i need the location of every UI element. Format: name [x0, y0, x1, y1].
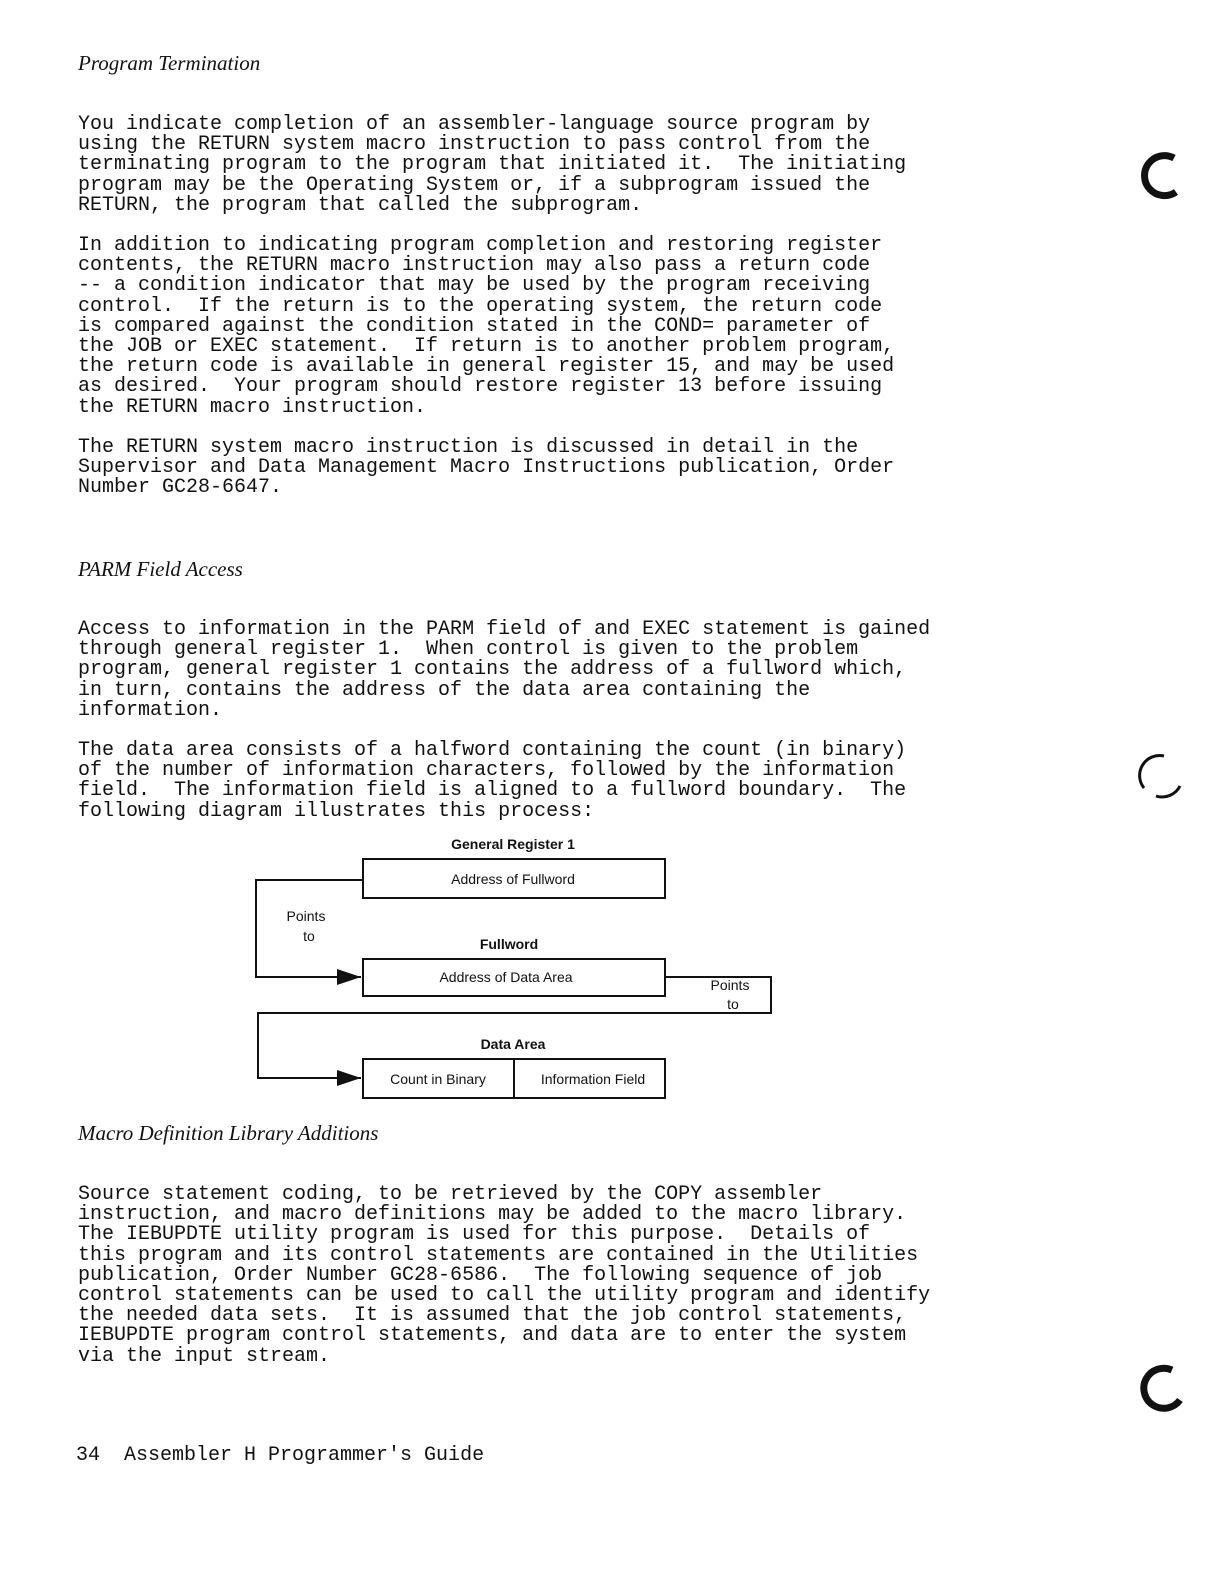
text-line: -- a condition indicator that may be used by the program receiving [78, 274, 871, 298]
parm-diagram [250, 830, 780, 1110]
text-line: The RETURN system macro instruction is discussed in detail in the [78, 436, 859, 459]
text-line: control. If the return is to the operating system, the return code [78, 294, 883, 318]
text-line: In addition to indicating program completion and restoring register [78, 234, 883, 257]
register-box-text: Address of Fullword [451, 871, 575, 887]
punch-hole-icon [1136, 150, 1186, 200]
text-line: field. The information field is aligned to a fullword boundary. The [78, 779, 907, 803]
points-to-label: Points [286, 908, 326, 924]
paragraph [78, 620, 930, 721]
paragraph [78, 236, 894, 418]
paragraph [78, 1185, 930, 1367]
paragraph [78, 115, 906, 216]
page-footer: 34 Assembler H Programmer's Guide [76, 1444, 485, 1467]
text-line: the RETURN macro instruction. [78, 395, 427, 419]
text-line: instruction, and macro definitions may be added to the macro library. [78, 1203, 907, 1227]
paragraph [78, 438, 894, 499]
heading-program-termination: Program Termination [78, 51, 261, 75]
text-line: through general register 1. When control is given to the problem [78, 638, 859, 662]
paragraph [78, 741, 906, 822]
text-line: The data area consists of a halfword containing the count (in binary) [78, 739, 907, 762]
punch-hole-icon [1136, 752, 1186, 802]
fullword-box-text: Address of Data Area [439, 969, 573, 985]
text-line: Supervisor and Data Management Macro Instructions publication, Order [78, 456, 895, 480]
info-box-text: Information Field [540, 1071, 646, 1087]
fullword-label: Fullword [479, 936, 539, 952]
points-to-label: to [727, 996, 739, 1012]
text-line: Number GC28-6647. [78, 476, 283, 500]
text-line: via the input stream. [78, 1344, 331, 1368]
points-to-label: to [303, 928, 315, 944]
text-line: following diagram illustrates this process: [78, 799, 595, 823]
text-line: the needed data sets. It is assumed that the job control statements, [78, 1304, 907, 1328]
punch-hole-icon [1136, 1362, 1186, 1412]
points-to-label: Points [710, 977, 750, 993]
text-line: terminating program to the program that initiated it. The initiating [78, 153, 907, 177]
text-line: IEBUPDTE program control statements, and data are to enter the system [78, 1324, 907, 1348]
text-line: the JOB or EXEC statement. If return is to another problem program, [78, 335, 895, 359]
register-label: General Register 1 [451, 836, 575, 852]
text-line: The IEBUPDTE utility program is used for this purpose. Details of [78, 1223, 871, 1247]
text-line: information. [78, 698, 223, 722]
text-line: in turn, contains the address of the data area containing the [78, 678, 811, 702]
text-line: using the RETURN system macro instruction to pass control from the [78, 133, 871, 157]
heading-macro-definition-library-additions: Macro Definition Library Additions [78, 1121, 379, 1145]
text-line: of the number of information characters, followed by the information [78, 759, 895, 783]
text-line: program, general register 1 contains the address of a fullword which, [78, 658, 907, 682]
text-line: as desired. Your program should restore register 13 before issuing [78, 375, 883, 399]
text-line: control statements can be used to call the utility program and identify [78, 1284, 931, 1308]
text-line: Access to information in the PARM field of and EXEC statement is gained [78, 618, 931, 641]
text-line: publication, Order Number GC28-6586. The following sequence of job [78, 1263, 883, 1287]
text-line: contents, the RETURN macro instruction may also pass a return code [78, 254, 871, 278]
text-line: this program and its control statements are contained in the Utilities [78, 1243, 919, 1267]
data-area-label: Data Area [480, 1036, 546, 1052]
count-box-text: Count in Binary [390, 1071, 486, 1087]
text-line: You indicate completion of an assembler-language source program by [78, 113, 871, 136]
text-line: Source statement coding, to be retrieved by the COPY assembler [78, 1183, 823, 1206]
text-line: program may be the Operating System or, if a subprogram issued the [78, 173, 871, 197]
text-line: RETURN, the program that called the subprogram. [78, 193, 643, 217]
heading-parm-field-access: PARM Field Access [78, 557, 243, 581]
text-line: the return code is available in general register 15, and may be used [78, 355, 895, 379]
text-line: is compared against the condition stated in the COND= parameter of [78, 314, 871, 338]
